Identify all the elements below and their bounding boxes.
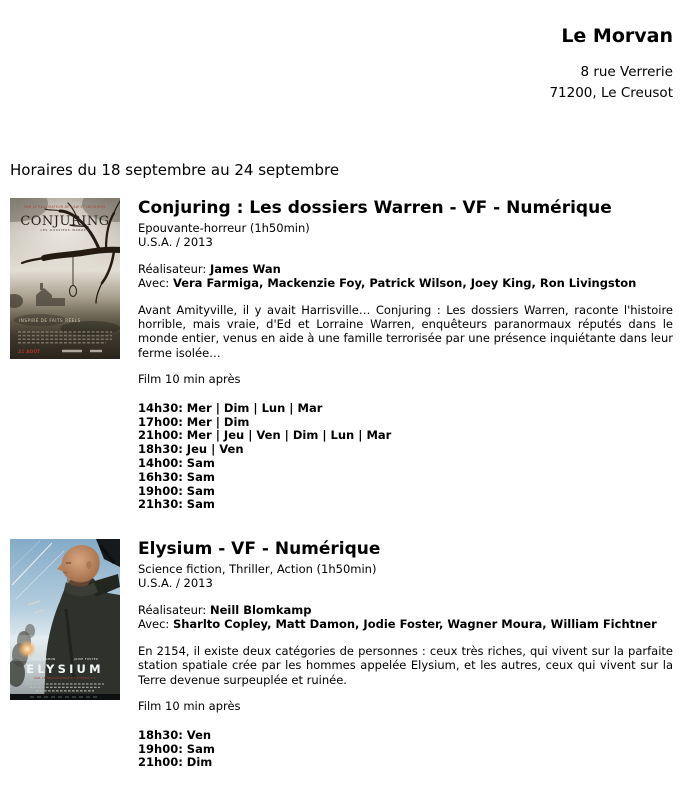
film-synopsis: Avant Amityville, il y avait Harrisville… Conjuring : Les dossiers Warren, raconte l'histoire horrible, mais vraie, d'Ed et Lorraine Warren, enquêteurs paranormaux réputés dans le monde entier, venus en aide à une famille terrorisée par une présence inquiétante dans leur ferme isolée… [138, 303, 673, 360]
showtime-line: 21h30: Sam [138, 497, 215, 512]
poster-cast-right: JODIE FOSTER [73, 657, 99, 662]
film-country-year: U.S.A. / 2013 [138, 576, 213, 591]
director-label: Réalisateur: [138, 603, 207, 618]
film-cast-line [138, 276, 673, 290]
cinema-name: Le Morvan [561, 25, 673, 47]
film-director-line [138, 262, 673, 276]
elysium-poster-image [10, 539, 120, 700]
cast-names: Vera Farmiga, Mackenzie Foy, Patrick Wilson, Joey King, Ron Livingston [172, 276, 637, 290]
film-poster-conjuring [10, 198, 120, 359]
showtime-line: 14h30: Mer | Dim | Lun | Mar [138, 400, 323, 415]
cast-label: Avec: [138, 617, 170, 632]
director-name: James Wan [209, 262, 281, 276]
showtime-line: 14h00: Sam [138, 456, 215, 470]
cinema-header [10, 27, 673, 104]
film-genre-duration: Science fiction, Thriller, Action (1h50min) [138, 562, 377, 577]
showtime-line: 21h00: Mer | Jeu | Ven | Dim | Lun | Mar [138, 428, 392, 443]
film-genre-duration: Epouvante-horreur (1h50min) [138, 221, 310, 235]
film-title: Elysium - VF - Numérique [138, 539, 381, 560]
film-note: Film 10 min après [138, 698, 241, 713]
film-showtimes [138, 402, 673, 512]
film-poster-elysium [10, 539, 120, 700]
film-showtimes [138, 729, 673, 770]
address-line-2: 71200, Le Creusot [549, 85, 673, 101]
poster-top-tagline: PAR LE RÉALISATEUR DE SAW ET INSIDIOUS [24, 205, 106, 209]
showtime-line: 17h00: Mer | Dim [138, 414, 250, 429]
poster-cast-left: MATT DAMON [32, 657, 56, 662]
film-synopsis: En 2154, il existe deux catégories de personnes : ceux très riches, qui vivent sur la parfaite station spatiale crée par les hommes appelée Elysium, et les autres, ceux qui vivent sur la Terre devenue surpeuplée et ruinée. [138, 644, 673, 687]
showtime-line: 16h30: Sam [138, 469, 215, 484]
film-details-elysium [138, 539, 673, 770]
film-card-conjuring [10, 198, 673, 512]
film-director-line [138, 603, 673, 617]
cast-label: Avec: [138, 276, 170, 290]
film-details-conjuring [138, 198, 673, 512]
poster-tagline: PAR LE RÉALISATEUR DE DISTRICT 9 [34, 676, 96, 681]
showtime-line: 19h00: Sam [138, 483, 215, 498]
poster-title: ELYSIUM [26, 662, 104, 677]
film-credits [138, 603, 673, 631]
schedule-period-heading: Horaires du 18 septembre au 24 septembre [10, 161, 340, 179]
director-label: Réalisateur: [138, 262, 207, 276]
field-shadow-2 [60, 321, 120, 335]
film-title: Conjuring : Les dossiers Warren - VF - Numérique [138, 198, 612, 218]
showtime-line: 19h00: Sam [138, 741, 215, 756]
poster-release-date: 21 AOÛT [18, 350, 41, 355]
poster-bottom-tagline: INSPIRÉ DE FAITS RÉELS [19, 318, 81, 323]
film-country-year: U.S.A. / 2013 [138, 235, 213, 249]
film-card-elysium [10, 539, 673, 770]
cinema-address [10, 62, 673, 104]
cast-names: Sharlto Copley, Matt Damon, Jodie Foster, Wagner Moura, William Fichtner [172, 617, 657, 632]
showtime-line: 21h00: Dim [138, 755, 213, 770]
showtime-line: 18h30: Ven [138, 727, 212, 742]
address-line-1: 8 rue Verrerie [580, 64, 673, 80]
director-name: Neill Blomkamp [209, 603, 312, 618]
poster-subtitle: LES DOSSIERS WARREN [40, 228, 90, 232]
showtime-line: 18h30: Jeu | Ven [138, 442, 244, 457]
film-note: Film 10 min après [138, 371, 241, 386]
conjuring-poster-image [10, 198, 120, 359]
poster-title: CONJURING [20, 214, 110, 229]
film-credits [138, 262, 673, 290]
film-cast-line [138, 617, 673, 631]
